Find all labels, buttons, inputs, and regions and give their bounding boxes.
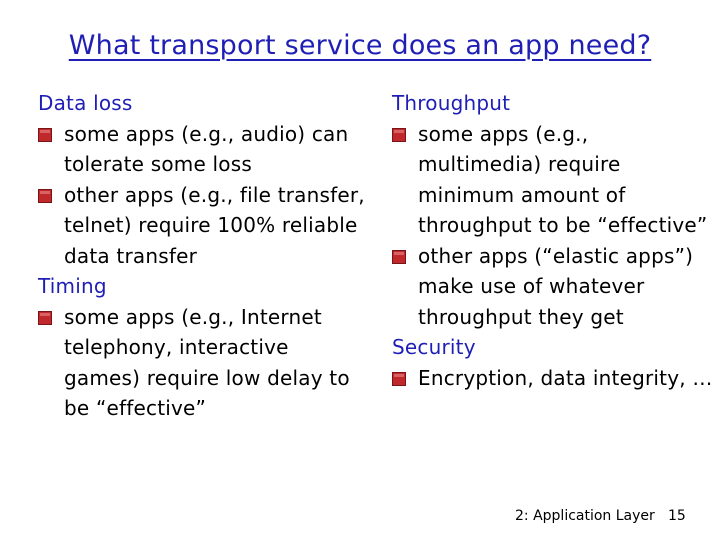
bullet-text: some apps (e.g., audio) can tolerate some loss	[64, 121, 349, 176]
square-bullet-icon	[392, 128, 406, 142]
throughput-bullet-2	[392, 241, 714, 333]
square-bullet-icon	[38, 189, 52, 203]
bullet-text: some apps (e.g., multimedia) require minimum amount of throughput to be “effective”	[418, 121, 708, 237]
data-loss-bullet-2	[38, 180, 368, 272]
left-column	[38, 88, 368, 424]
timing-heading: Timing	[38, 274, 107, 298]
bullet-text: Encryption, data integrity, …	[418, 365, 713, 390]
bullet-text: other apps (e.g., file transfer, telnet) require 100% reliable data transfer	[64, 182, 365, 268]
throughput-heading: Throughput	[392, 91, 511, 115]
slide-title: What transport service does an app need?	[68, 30, 652, 61]
square-bullet-icon	[392, 372, 406, 386]
security-heading: Security	[392, 335, 476, 359]
square-bullet-icon	[38, 311, 52, 325]
footer-chapter-label: 2: Application Layer	[515, 508, 655, 524]
security-bullet-1	[392, 363, 714, 394]
data-loss-bullet-1	[38, 119, 368, 180]
bullet-text: some apps (e.g., Internet telephony, interactive games) require low delay to be “effective”	[64, 304, 350, 420]
right-column	[392, 88, 714, 393]
timing-bullet-1	[38, 302, 368, 424]
square-bullet-icon	[38, 128, 52, 142]
footer-page-number: 15	[668, 508, 686, 524]
bullet-text: other apps (“elastic apps”) make use of whatever throughput they get	[418, 243, 694, 329]
data-loss-heading: Data loss	[38, 91, 133, 115]
throughput-bullet-1	[392, 119, 714, 241]
square-bullet-icon	[392, 250, 406, 264]
